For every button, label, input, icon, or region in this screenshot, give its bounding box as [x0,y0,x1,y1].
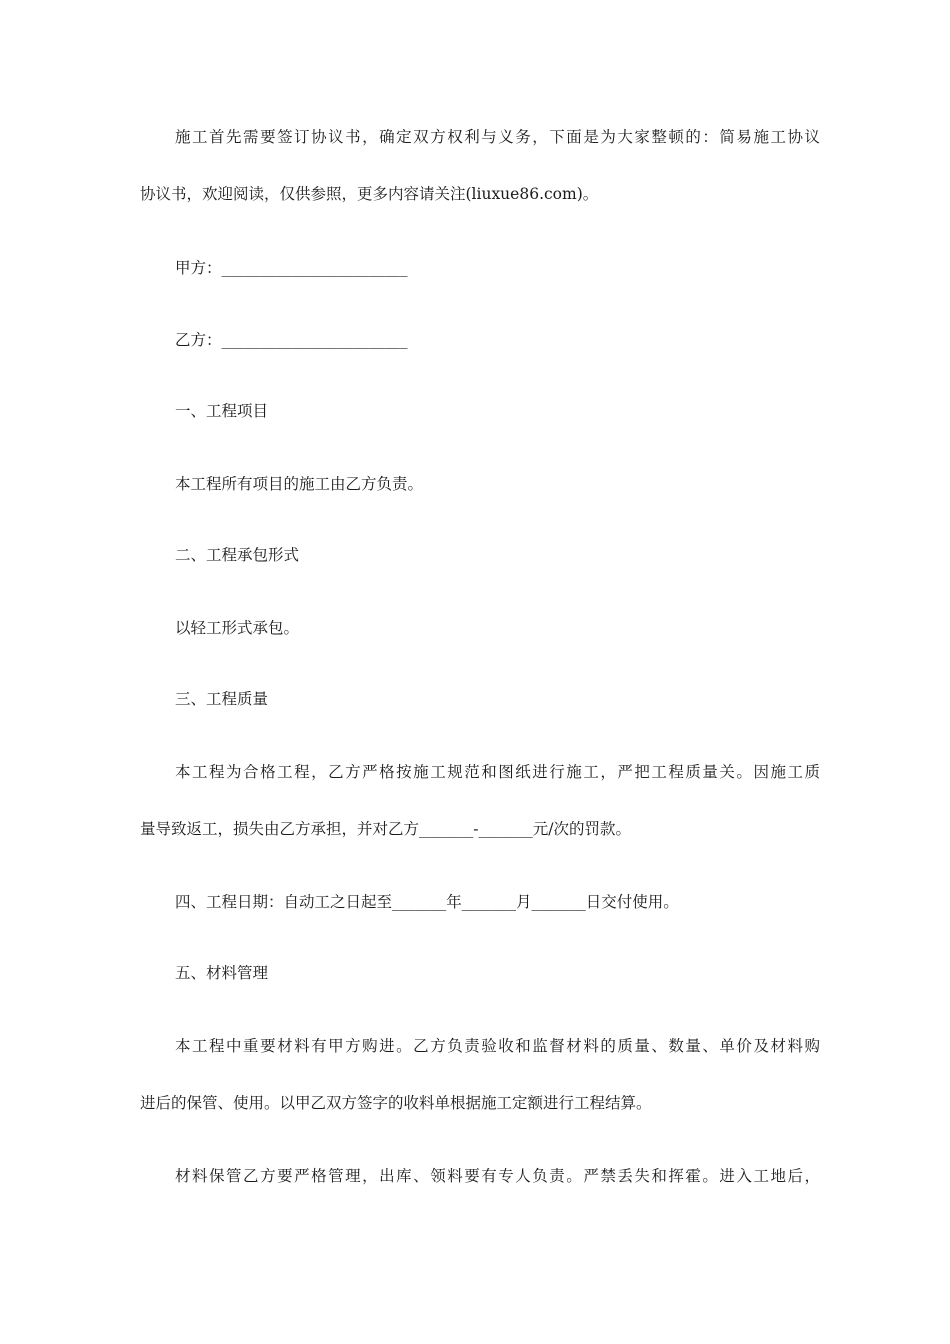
section-heading-3: 三、工程质量 [175,690,269,708]
section-5-paragraph-line-2: 进后的保管、使用。以甲乙双方签字的收料单根据施工定额进行工程结算。 [140,1094,652,1112]
section-2-paragraph: 以轻工形式承包。 [175,619,300,637]
section-3-paragraph-line-2: 量导致返工，损失由乙方承担，并对乙方_______-_______元/次的罚款。 [140,820,631,838]
party-a-field: 甲方：________________________ [175,259,408,277]
section-heading-1: 一、工程项目 [175,402,269,420]
section-5-paragraph-line-1: 本工程中重要材料有甲方购进。乙方负责验收和监督材料的质量、数量、单价及材料购 [175,1037,820,1055]
section-4-paragraph: 四、工程日期：自动工之日起至_______年_______月_______日交付使用。 [175,893,679,911]
section-heading-5: 五、材料管理 [175,964,269,982]
section-heading-2: 二、工程承包形式 [175,546,300,564]
intro-paragraph-line-1: 施工首先需要签订协议书，确定双方权利与义务，下面是为大家整顿的：简易施工协议 [175,128,820,146]
section-3-paragraph-line-1: 本工程为合格工程，乙方严格按施工规范和图纸进行施工，严把工程质量关。因施工质 [175,763,820,781]
section-1-paragraph: 本工程所有项目的施工由乙方负责。 [175,475,424,493]
section-5-paragraph-2-line-1: 材料保管乙方要严格管理，出库、领料要有专人负责。严禁丢失和挥霍。进入工地后， [175,1167,820,1185]
party-b-field: 乙方：________________________ [175,331,408,349]
intro-paragraph-line-2: 协议书，欢迎阅读，仅供参照，更多内容请关注(liuxue86.com)。 [140,185,599,203]
